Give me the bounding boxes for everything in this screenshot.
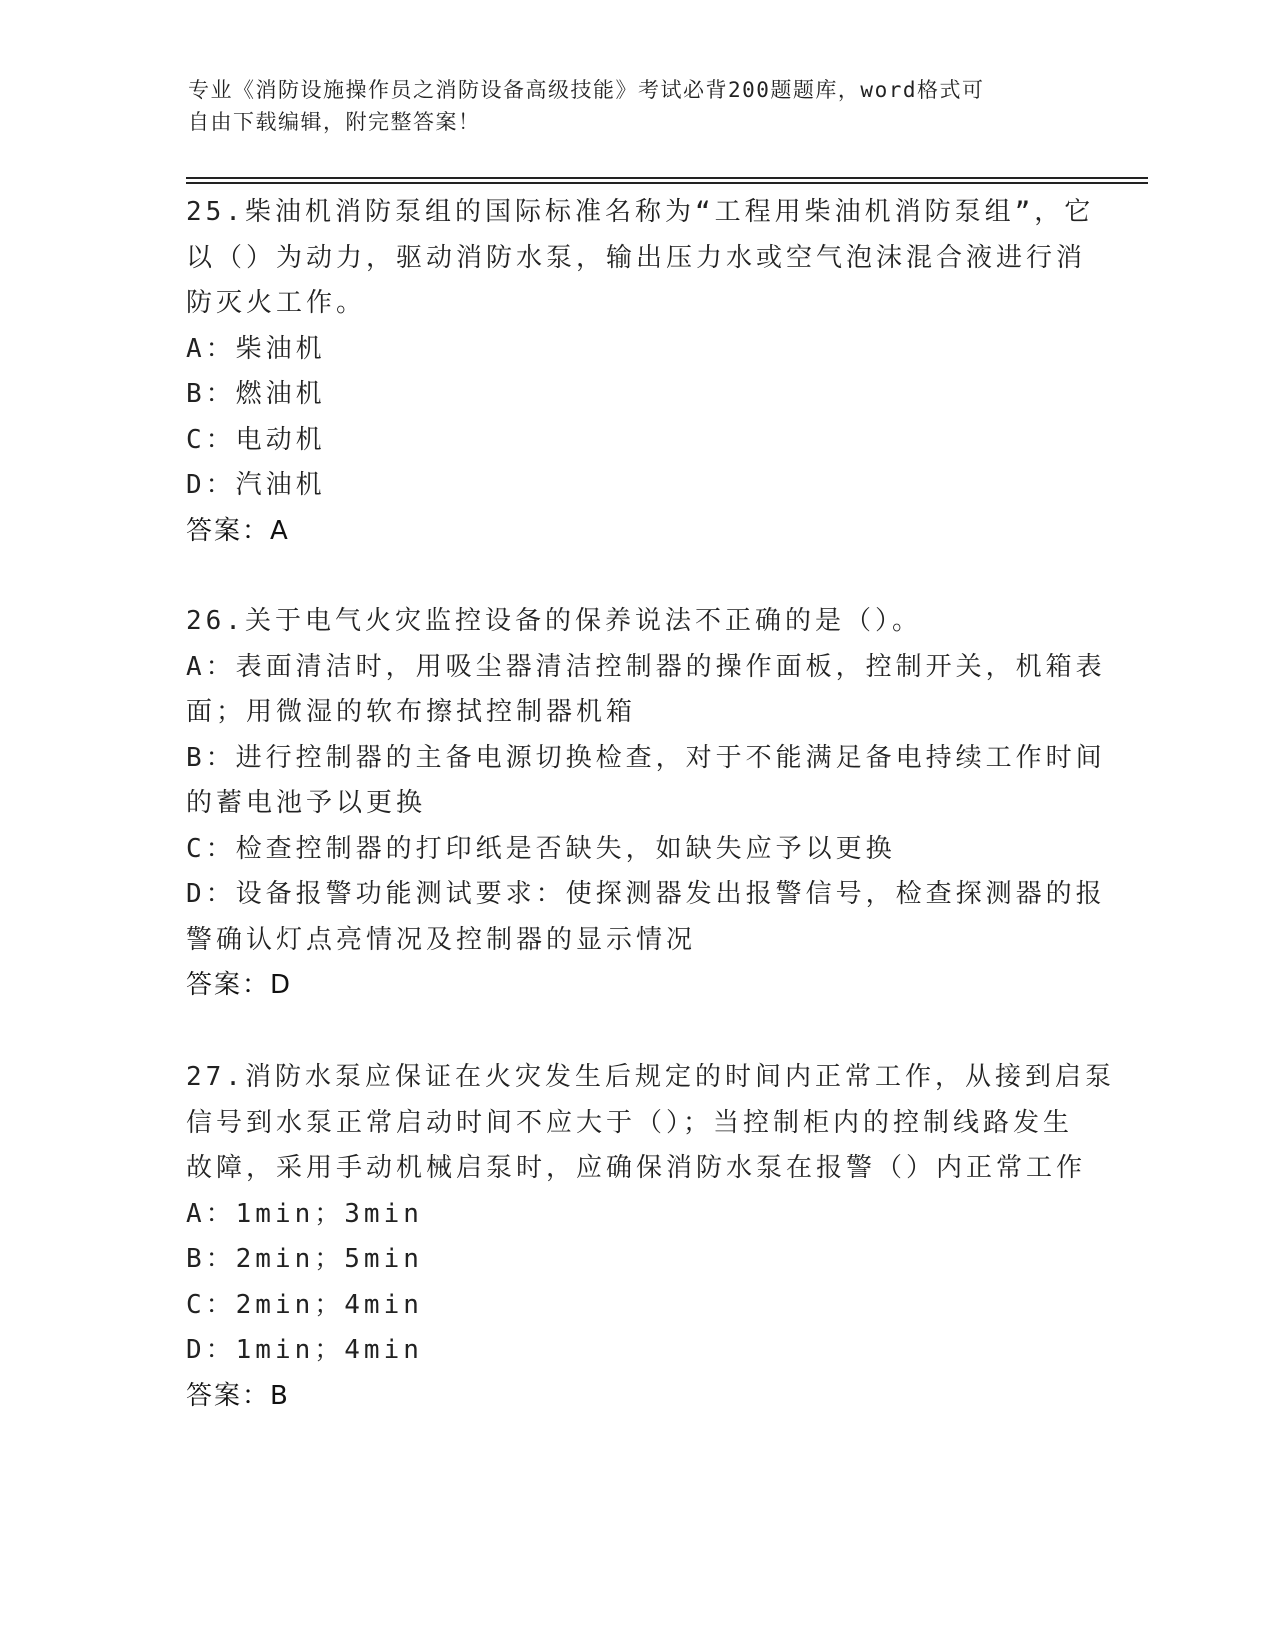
option-c: C：2min；4min: [186, 1289, 423, 1320]
answer-label: 答案：D: [186, 970, 293, 1000]
header-divider-bottom: [186, 182, 1148, 184]
question-27: [186, 1055, 1115, 1419]
header-line-1: 专业《消防设施操作员之消防设备高级技能》考试必背200题题库，word格式可: [188, 78, 985, 102]
answer-label: 答案：A: [186, 515, 290, 546]
option-b-line-1: B：进行控制器的主备电源切换检查，对于不能满足备电持续工作时间: [186, 742, 1106, 773]
option-d: D：汽油机: [186, 470, 326, 500]
question-25: [186, 190, 1095, 554]
option-b: B：燃油机: [186, 379, 326, 409]
option-d: D：1min；4min: [186, 1335, 423, 1365]
question-stem-line: 防灭火工作。: [186, 288, 367, 318]
question-26: [186, 599, 1106, 1009]
question-stem-line: 以（）为动力，驱动消防水泵，输出压力水或空气泡沫混合液进行消: [186, 242, 1087, 273]
option-d-line-1: D：设备报警功能测试要求：使探测器发出报警信号，检查探测器的报: [186, 879, 1106, 909]
option-a: A：柴油机: [186, 333, 326, 364]
question-stem-line: 26.关于电气火灾监控设备的保养说法不正确的是（）。: [186, 606, 922, 636]
option-d-line-2: 警确认灯点亮情况及控制器的显示情况: [186, 924, 697, 955]
question-stem-line: 信号到水泵正常启动时间不应大于（）；当控制柜内的控制线路发生: [186, 1107, 1074, 1138]
answer-label: 答案：B: [186, 1380, 290, 1411]
option-a: A：1min；3min: [186, 1198, 423, 1229]
option-a-line-2: 面；用微湿的软布擦拭控制器机箱: [186, 697, 637, 727]
document-header: [188, 74, 1088, 138]
question-stem-line: 故障，采用手动机械启泵时，应确保消防水泵在报警（）内正常工作: [186, 1153, 1087, 1183]
option-a-line-1: A：表面清洁时，用吸尘器清洁控制器的操作面板，控制开关，机箱表: [186, 651, 1106, 682]
option-c: C：检查控制器的打印纸是否缺失，如缺失应予以更换: [186, 833, 896, 864]
question-stem-line: 27.消防水泵应保证在火灾发生后规定的时间内正常工作，从接到启泵: [186, 1062, 1115, 1092]
question-stem-line: 25.柴油机消防泵组的国际标准名称为“工程用柴油机消防泵组”，它: [186, 197, 1095, 227]
option-b: B：2min；5min: [186, 1244, 423, 1274]
header-line-2: 自由下载编辑，附完整答案！: [188, 110, 481, 134]
header-divider-top: [186, 177, 1148, 179]
option-c: C：电动机: [186, 424, 326, 455]
option-b-line-2: 的蓄电池予以更换: [186, 788, 427, 818]
